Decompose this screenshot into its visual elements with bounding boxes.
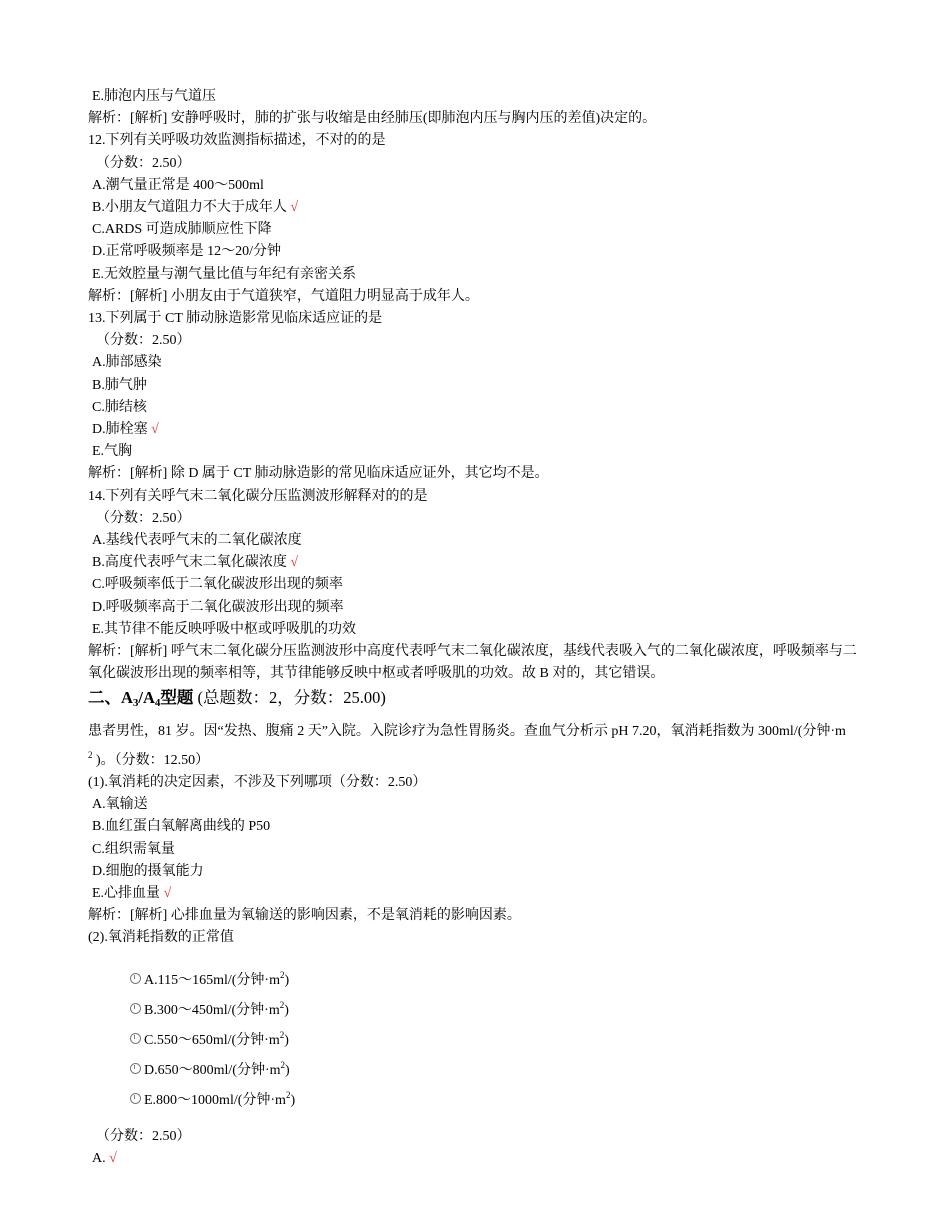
questions-11-14 <box>88 86 863 641</box>
radio-option-text: C.550～650ml/(分钟·m <box>144 1032 280 1048</box>
score-line: （分数：2.50） <box>96 1128 191 1144</box>
radio-option-sup: 2 <box>279 969 285 980</box>
radio-option-close: ) <box>290 1092 296 1108</box>
option-line <box>88 419 863 441</box>
line-text: C.肺结核 <box>92 399 147 415</box>
option-line <box>88 86 863 108</box>
option-line <box>88 241 863 263</box>
text-line <box>88 927 863 949</box>
option-line <box>88 597 863 619</box>
line-text: E.心排血量 <box>92 885 161 901</box>
section-heading <box>88 686 863 715</box>
case-stem <box>88 721 863 771</box>
option-line <box>88 816 863 838</box>
radio-option[interactable] <box>130 963 863 993</box>
correct-check: √ <box>163 885 172 901</box>
line-text: 解析：[解析] 安静呼吸时，肺的扩张与收缩是由经肺压(即肺泡内压与胸内压的差值)决定的。 <box>88 111 657 127</box>
option-line <box>88 861 863 883</box>
text-line <box>88 463 863 485</box>
radio-option[interactable] <box>130 1083 863 1113</box>
line-text: E.其节律不能反映呼吸中枢或呼吸肌的功效 <box>92 621 357 637</box>
line-text: B.肺气肿 <box>92 377 147 393</box>
document-page <box>88 86 863 1170</box>
line-text: D.细胞的摄氧能力 <box>92 863 204 879</box>
correct-check: √ <box>290 200 299 216</box>
line-text: （分数：2.50） <box>96 333 191 349</box>
question-sub1 <box>88 772 863 950</box>
option-line <box>88 883 863 905</box>
option-line <box>88 352 863 374</box>
section-prefix: 二、A <box>88 688 133 708</box>
line-text: 13.下列属于 CT 肺动脉造影常见临床适应证的是 <box>88 311 383 327</box>
radio-option-sup: 2 <box>279 1029 285 1040</box>
text-line <box>88 905 863 927</box>
option-line <box>88 175 863 197</box>
text-line <box>88 286 863 308</box>
line-text: B.小朋友气道阻力不大于成年人 <box>92 200 287 216</box>
case-sup: 2 <box>88 749 93 760</box>
radio-option-text: A.115～165ml/(分钟·m <box>144 972 280 988</box>
option-line <box>88 441 863 463</box>
option-line <box>88 197 863 219</box>
line-text: (2).氧消耗指数的正常值 <box>88 930 234 946</box>
radio-button-icon[interactable] <box>130 1063 141 1074</box>
correct-check: √ <box>109 1150 117 1166</box>
radio-option[interactable] <box>130 1053 863 1083</box>
score-line <box>88 508 863 530</box>
line-text: A.基线代表呼气末的二氧化碳浓度 <box>92 533 302 549</box>
line-text: C.组织需氧量 <box>92 841 175 857</box>
radio-option-text: B.300～450ml/(分钟·m <box>144 1002 280 1018</box>
line-text: C.呼吸频率低于二氧化碳波形出现的频率 <box>92 577 343 593</box>
line-text: B.血红蛋白氧解离曲线的 P50 <box>92 819 271 835</box>
analysis-q14: 解析：[解析] 呼气末二氧化碳分压监测波形中高度代表呼气末二氧化碳浓度，基线代表吸入气的二氧化碳浓度，呼吸频率与二氧化碳波形出现的频率相等，其节律能够反映中枢或者呼吸肌的功效。故 B 对的，其它错误。 <box>88 644 857 682</box>
radio-option-text: D.650～800ml/(分钟·m <box>144 1062 281 1078</box>
radio-option-sup: 2 <box>280 1059 285 1070</box>
line-text: 解析：[解析] 小朋友由于气道狭窄，气道阻力明显高于成年人。 <box>88 288 479 304</box>
line-text: E.肺泡内压与气道压 <box>92 89 217 104</box>
option-line <box>88 794 863 816</box>
score-line <box>88 330 863 352</box>
section-meta: (总题数：2，分数：25.00) <box>193 688 386 708</box>
line-text: （分数：2.50） <box>96 510 191 526</box>
score-line <box>88 153 863 175</box>
option-line <box>88 839 863 861</box>
section-sub1: 3 <box>132 697 139 710</box>
line-text: B.高度代表呼气末二氧化碳浓度 <box>92 555 287 571</box>
correct-check: √ <box>151 422 159 438</box>
text-line <box>88 130 863 152</box>
line-text: 14.下列有关呼气末二氧化碳分压监测波形解释对的的是 <box>88 488 428 504</box>
line-text: 解析：[解析] 心排血量为氧输送的影响因素，不是氧消耗的影响因素。 <box>88 908 521 924</box>
text-line <box>88 486 863 508</box>
line-text: 12.下列有关呼吸功效监测指标描述，不对的的是 <box>88 133 386 149</box>
answer-label: A. <box>92 1150 106 1166</box>
line-text: E.气胸 <box>92 444 133 460</box>
section-slash: /A <box>138 688 155 708</box>
radio-button-icon[interactable] <box>130 1093 141 1104</box>
radio-option-text: E.800～1000ml/(分钟·m <box>144 1092 286 1108</box>
option-line <box>88 530 863 552</box>
line-text: A.肺部感染 <box>92 355 162 371</box>
case-text: 患者男性，81 岁。因“发热、腹痛 2 天”入院。入院诊疗为急性胃肠炎。查血气分析示 pH 7.20，氧消耗指数为 300ml/(分钟·m <box>88 724 846 740</box>
line-text: D.呼吸频率高于二氧化碳波形出现的频率 <box>92 599 344 615</box>
option-line <box>88 619 863 641</box>
line-text: A.氧输送 <box>92 797 148 813</box>
radio-option-close: ) <box>285 1062 290 1078</box>
case-tail: )。（分数：12.50） <box>92 752 210 768</box>
text-line <box>88 308 863 330</box>
radio-button-icon[interactable] <box>130 1033 141 1044</box>
line-text: （分数：2.50） <box>96 155 191 171</box>
line-text: 解析：[解析] 除 D 属于 CT 肺动脉造影的常见临床适应证外，其它均不是。 <box>88 466 549 482</box>
option-line <box>88 375 863 397</box>
radio-option[interactable] <box>130 993 863 1023</box>
section-sub2: 4 <box>154 697 161 710</box>
answer-line <box>88 1148 863 1170</box>
radio-option-sup: 2 <box>279 999 285 1010</box>
line-text: D.正常呼吸频率是 12～20/分钟 <box>92 244 281 260</box>
line-text: D.肺栓塞 <box>92 422 148 438</box>
radio-button-icon[interactable] <box>130 973 141 984</box>
radio-option-close: ) <box>284 1002 289 1018</box>
radio-option[interactable] <box>130 1023 863 1053</box>
option-line <box>88 219 863 241</box>
section-title: 型题 <box>160 688 194 708</box>
option-line <box>88 264 863 286</box>
option-line <box>88 552 863 574</box>
line-text: (1).氧消耗的决定因素，不涉及下列哪项（分数：2.50） <box>88 774 427 790</box>
text-line <box>88 772 863 794</box>
line-text: C.ARDS 可造成肺顺应性下降 <box>92 222 272 238</box>
correct-check: √ <box>290 555 299 571</box>
radio-option-list <box>88 963 863 1113</box>
option-line <box>88 574 863 596</box>
radio-button-icon[interactable] <box>130 1003 141 1014</box>
radio-option-close: ) <box>284 1032 289 1048</box>
line-text: A.潮气量正常是 400～500ml <box>92 177 264 193</box>
option-line <box>88 397 863 419</box>
radio-option-close: ) <box>284 972 290 988</box>
text-line <box>88 108 863 130</box>
radio-option-sup: 2 <box>285 1089 291 1100</box>
line-text: E.无效腔量与潮气量比值与年纪有亲密关系 <box>92 266 357 282</box>
